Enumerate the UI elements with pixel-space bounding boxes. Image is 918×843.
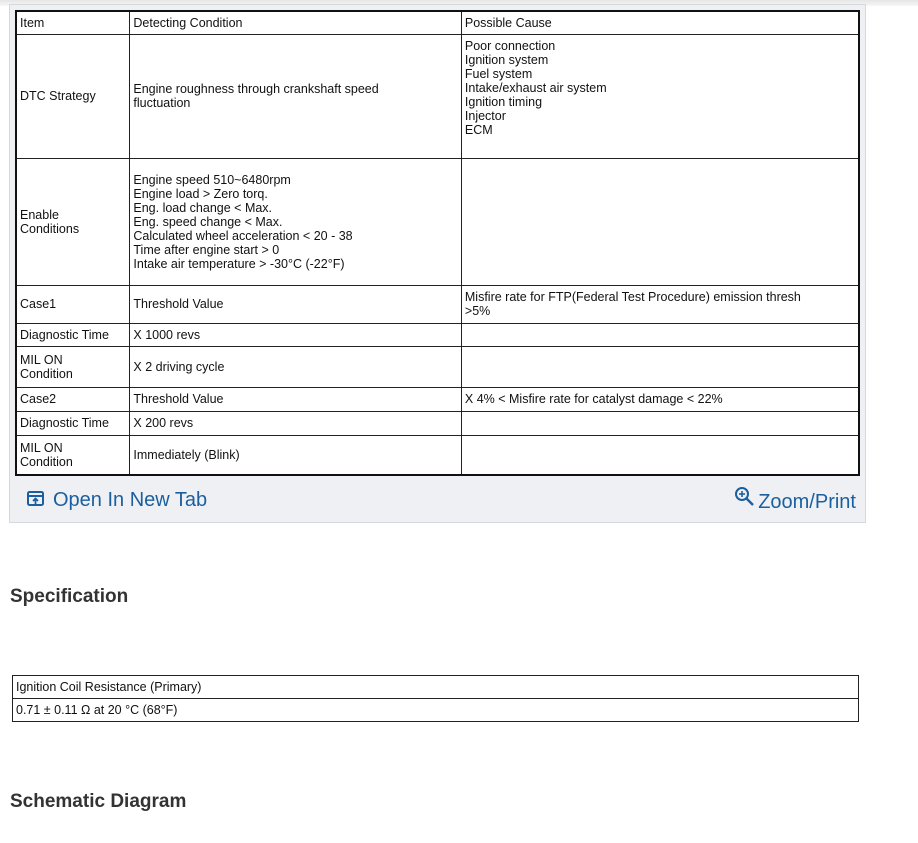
row-condition: Threshold Value xyxy=(130,387,462,411)
table-row xyxy=(16,411,859,435)
table-row xyxy=(16,387,859,411)
header-cause: Possible Cause xyxy=(461,11,859,34)
row-item: Enable Conditions xyxy=(16,158,130,285)
open-in-new-tab-icon xyxy=(27,489,44,512)
figure-footer xyxy=(10,486,865,518)
row-cause: Poor connection Ignition system Fuel system Intake/exhaust air system Ignition timing Injector ECM xyxy=(461,34,859,158)
header-item: Item xyxy=(16,11,130,34)
header-condition: Detecting Condition xyxy=(130,11,462,34)
spec-row xyxy=(13,676,859,699)
row-cause xyxy=(461,346,859,387)
spec-row xyxy=(13,699,859,722)
row-item: MIL ON Condition xyxy=(16,346,130,387)
dtc-table xyxy=(15,10,860,476)
row-cause: Misfire rate for FTP(Federal Test Procedure) emission thresh >5% xyxy=(461,285,859,323)
dtc-table-wrap xyxy=(15,10,860,476)
row-item: Diagnostic Time xyxy=(16,411,130,435)
spec-label: Ignition Coil Resistance (Primary) xyxy=(13,676,859,699)
row-cause: X 4% < Misfire rate for catalyst damage < 22% xyxy=(461,387,859,411)
specification-table xyxy=(12,675,859,722)
table-row xyxy=(16,285,859,323)
row-item: Case1 xyxy=(16,285,130,323)
schematic-diagram-heading: Schematic Diagram xyxy=(10,791,187,812)
row-item: Diagnostic Time xyxy=(16,323,130,346)
specification-heading: Specification xyxy=(10,586,129,607)
row-condition: Engine roughness through crankshaft speed fluctuation xyxy=(130,34,462,158)
row-condition: Threshold Value xyxy=(130,285,462,323)
table-header-row xyxy=(16,11,859,34)
open-in-new-tab-label: Open In New Tab xyxy=(53,489,208,511)
table-row xyxy=(16,34,859,158)
table-row xyxy=(16,435,859,475)
row-condition: Immediately (Blink) xyxy=(130,435,462,475)
zoom-in-icon xyxy=(734,486,756,514)
open-in-new-tab-link[interactable] xyxy=(27,489,207,512)
table-row xyxy=(16,323,859,346)
row-condition: Engine speed 510~6480rpm Engine load > Zero torq. Eng. load change < Max. Eng. speed change < Max. Calculated wheel acceleration < 20 - 38 Time after engine start > 0 Intake air temperature > -30°C (-22°F) xyxy=(130,158,462,285)
row-cause xyxy=(461,158,859,285)
spec-value: 0.71 ± 0.11 Ω at 20 °C (68°F) xyxy=(13,699,859,722)
table-row xyxy=(16,346,859,387)
row-condition: X 200 revs xyxy=(130,411,462,435)
row-item: DTC Strategy xyxy=(16,34,130,158)
dtc-figure-card xyxy=(9,4,866,523)
table-row xyxy=(16,158,859,285)
row-item: MIL ON Condition xyxy=(16,435,130,475)
zoom-print-link[interactable] xyxy=(734,486,856,514)
row-cause xyxy=(461,323,859,346)
row-item: Case2 xyxy=(16,387,130,411)
zoom-print-label: Zoom/Print xyxy=(758,491,856,513)
row-condition: X 1000 revs xyxy=(130,323,462,346)
row-cause xyxy=(461,435,859,475)
row-cause xyxy=(461,411,859,435)
row-condition: X 2 driving cycle xyxy=(130,346,462,387)
